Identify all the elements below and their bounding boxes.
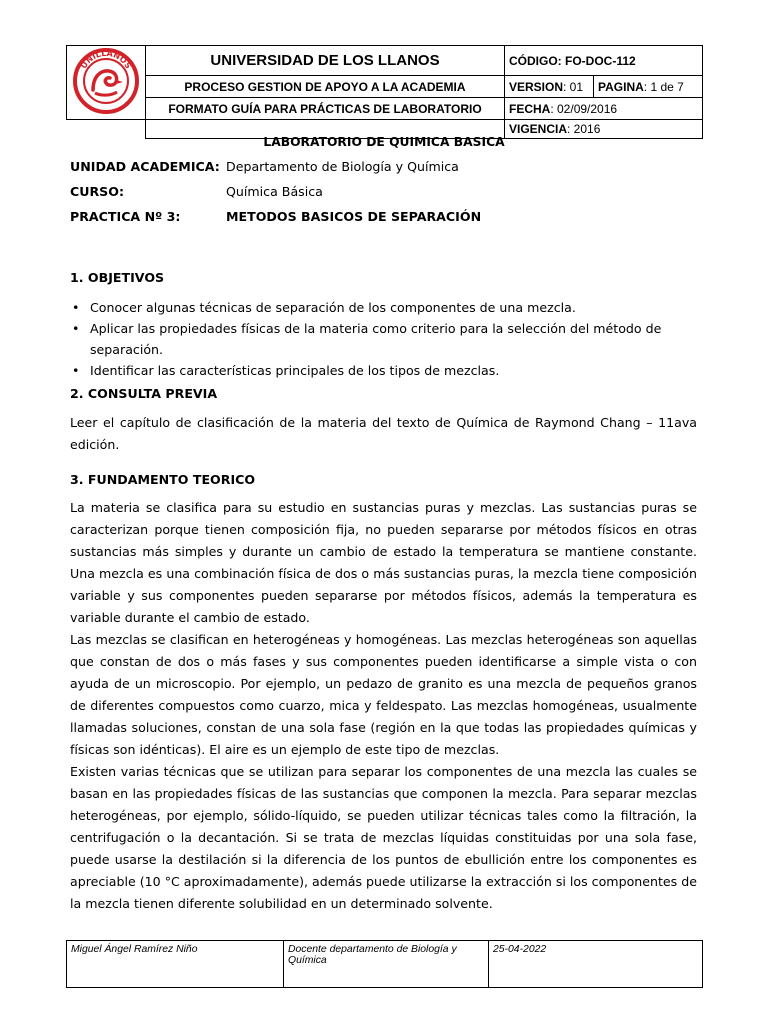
fundamento-body xyxy=(70,497,697,915)
section-heading-consulta: 2. CONSULTA PREVIA xyxy=(70,386,218,401)
list-item: • Conocer algunas técnicas de separación de los componentes de una mezcla. xyxy=(70,297,710,318)
footer-date: 25-04-2022 xyxy=(489,941,703,988)
lab-title: LABORATORIO DE QUIMICA BASICA xyxy=(263,135,505,149)
meta-label-practice: PRACTICA Nº 3: xyxy=(70,209,181,224)
consulta-text: Leer el capítulo de clasificación de la materia del texto de Química de Raymond Chang – 11ava edición. xyxy=(70,415,697,452)
process-name: PROCESO GESTION DE APOYO A LA ACADEMIA xyxy=(146,76,505,98)
paragraph: La materia se clasifica para su estudio en sustancias puras y mezclas. Las sustancias puras se caracterizan porque tienen composición fija, no pueden separarse por métodos físicos en otras sustancias más simples y durante un cambio de estado la temperatura se mantiene constante. Una mezcla es una combinación física de dos o más sustancias puras, la mezcla tiene composición variable y sus componentes pueden separarse por métodos físicos, además la temperatura es variable durante el cambio de estado. xyxy=(70,500,697,625)
meta-label-course: CURSO: xyxy=(70,184,124,199)
document-header xyxy=(66,45,703,139)
meta-value-course: Química Básica xyxy=(226,184,323,199)
svg-text:UNILLANOS: UNILLANOS xyxy=(79,48,133,71)
footer-author: Miguel Ángel Ramírez Niño xyxy=(67,941,284,988)
format-name: FORMATO GUÍA PARA PRÁCTICAS DE LABORATORIO xyxy=(146,98,505,120)
meta-value-unit: Departamento de Biología y Química xyxy=(226,159,459,174)
footer-role: Docente departamento de Biología y Química xyxy=(284,941,489,988)
meta-value-practice: METODOS BASICOS DE SEPARACIÓN xyxy=(226,209,482,224)
list-item: • Identificar las características principales de los tipos de mezclas. xyxy=(70,360,710,381)
section-heading-fundamento: 3. FUNDAMENTO TEORICO xyxy=(70,472,256,487)
paragraph: Existen varias técnicas que se utilizan para separar los componentes de una mezcla las cuales se basan en las propiedades físicas de las sustancias que componen la mezcla. Para separar mezclas heterogéneas, por ejemplo, sólido-líquido, se pueden utilizar técnicas tales como la filtración, la centrifugación o la decantación. Si se trata de mezclas líquidas constituidas por una sola fase, puede usarse la destilación si la diferencia de los puntos de ebullición entre los componentes es apreciable (10 °C aproximadamente), además puede utilizarse la extracción si los componentes de la mezcla tienen diferente solubilidad en un determinado solvente. xyxy=(70,764,697,911)
meta-label-unit: UNIDAD ACADEMICA: xyxy=(70,159,220,174)
list-item: • Aplicar las propiedades físicas de la materia como criterio para la selección del método de separación. xyxy=(70,318,710,360)
university-name: UNIVERSIDAD DE LOS LLANOS xyxy=(146,46,505,76)
university-logo xyxy=(67,46,146,120)
validity-cell: VIGENCIA: 2016 xyxy=(505,120,703,139)
version-cell: VERSION: 01 xyxy=(505,76,594,98)
document-footer xyxy=(66,940,703,988)
section-heading-objetivos: 1. OBJETIVOS xyxy=(70,270,165,285)
page-cell: PAGINA: 1 de 7 xyxy=(594,76,703,98)
date-cell: FECHA: 02/09/2016 xyxy=(505,98,703,120)
objetivos-list xyxy=(70,297,710,381)
unillanos-logo-icon xyxy=(71,46,141,116)
document-code: CÓDIGO: FO-DOC-112 xyxy=(505,46,703,76)
paragraph: Las mezclas se clasifican en heterogéneas y homogéneas. Las mezclas heterogéneas son aquellas que constan de dos o más fases y sus componentes pueden identificarse a simple vista o con ayuda de un microscopio. Por ejemplo, un pedazo de granito es una mezcla de pequeños granos de diferentes compuestos como cuarzo, mica y feldespato. Las mezclas homogéneas, usualmente llamadas soluciones, constan de una sola fase (región en la que todas las propiedades químicas y físicas son idénticas). El aire es un ejemplo de este tipo de mezclas. xyxy=(70,632,697,757)
